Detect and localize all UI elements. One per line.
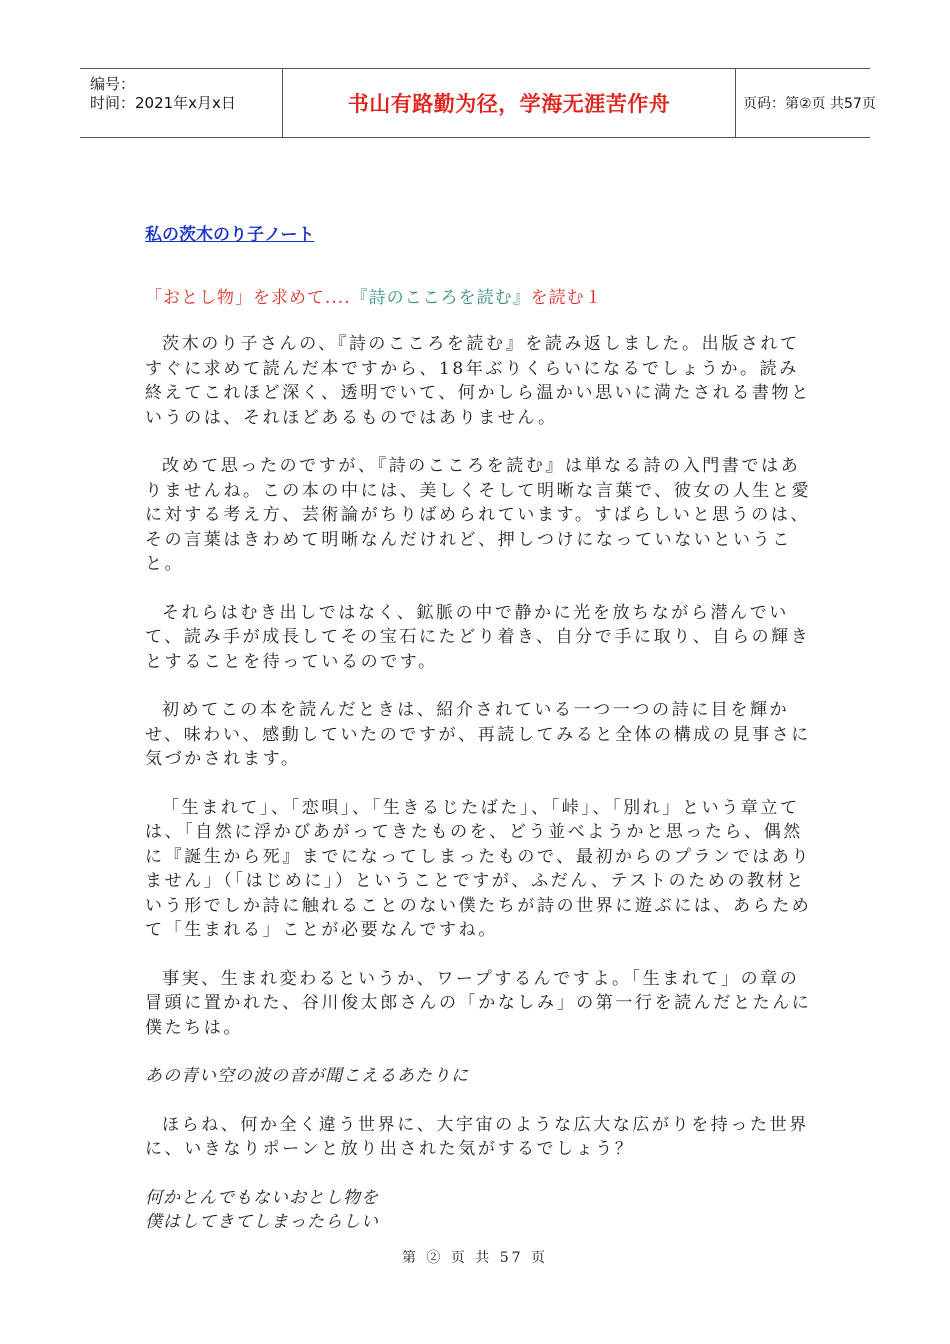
header-motto-cell [282,69,736,137]
header-page-info: 页码：第②页 共57页 [743,96,876,112]
header-date-label: 时间：2021年x月x日 [90,94,236,112]
paragraph: 茨木のり子さんの、『詩のこころを読む』を読み返しました。出版されてすぐに求めて読んだ本ですから、18年ぶりくらいになるでしょうか。読み終えてこれほど深く、透明でいて、何かしら温かい思いに満たされる書物というのは、それほどあるものではありません。 [145,334,811,428]
page-footer: 第 ② 页 共 57 页 [401,1250,549,1266]
article-subtitle [145,283,815,308]
paragraph: 初めてこの本を読んだときは、紹介されている一つ一つの詩に目を輝かせ、味わい、感動していたのですが、再読してみると全体の構成の見事さに気づかされます。 [145,700,811,769]
paragraph: 改めて思ったのですが、『詩のこころを読む』は単なる詩の入門書ではありませんね。この本の中には、美しくそして明晰な言葉で、彼女の人生と愛に対する考え方、芸術論がちりばめられています。すばらしいと思うのは、その言葉はきわめて明晰なんだけれど、押しつけになっていないということ。 [145,456,812,574]
header-number-label: 编号： [90,75,136,93]
subtitle-part-2: 『詩のこころを読む』 [350,288,531,308]
header-motto: 书山有路勤为径，学海无涯苦作舟 [347,92,671,116]
paragraph: ほらね、何か全く違う世界に、大宇宙のような広大な広がりを持った世界に、いきなりポーンと放り出された気がするでしょう？ [145,1114,809,1159]
paragraph: 事実、生まれ変わるというか、ワープするんですよ。「生まれて」の章の冒頭に置かれた、谷川俊太郎さんの「かなしみ」の第一行を読んだとたんに僕たちは。 [145,968,812,1038]
header-page-cell [735,69,876,137]
subtitle-part-3: を読む１ [530,288,603,308]
paragraph: 「生まれて」、「恋唄」、「生きるじたばた」、「峠」、「別れ」という章立ては、「自然に浮かびあがってきたものを、どう並べようかと思ったら、偶然に『誕生から死』までになってしまったもので、最初からのプランではありません」（「はじめに」）ということですが、ふだん、テストのための教材という形でしか詩に触れることのない僕たちが詩の世界に遊ぶには、あらためて「生まれる」ことが必要なんですね。 [145,797,812,940]
article-body [145,220,815,1259]
paragraph: それらはむき出しではなく、鉱脈の中で静かに光を放ちながら潜んでいて、読み手が成長してその宝石にたどり着き、自分で手に取り、自らの輝きとすることを待っているのです。 [145,602,811,672]
poem-line: 僕はしてきてしまったらしい [145,1212,379,1232]
poem-quote [145,1186,815,1235]
article-title[interactable]: 私の茨木のり子ノート [145,225,315,245]
poem-line: あの青い空の波の音が聞こえるあたりに [145,1066,469,1086]
poem-line: 何かとんでもないおとし物を [145,1187,379,1208]
subtitle-part-1: 「おとし物」を求めて.... [145,288,351,308]
document-header [80,68,876,138]
header-meta [80,69,282,137]
poem-quote [145,1064,815,1089]
